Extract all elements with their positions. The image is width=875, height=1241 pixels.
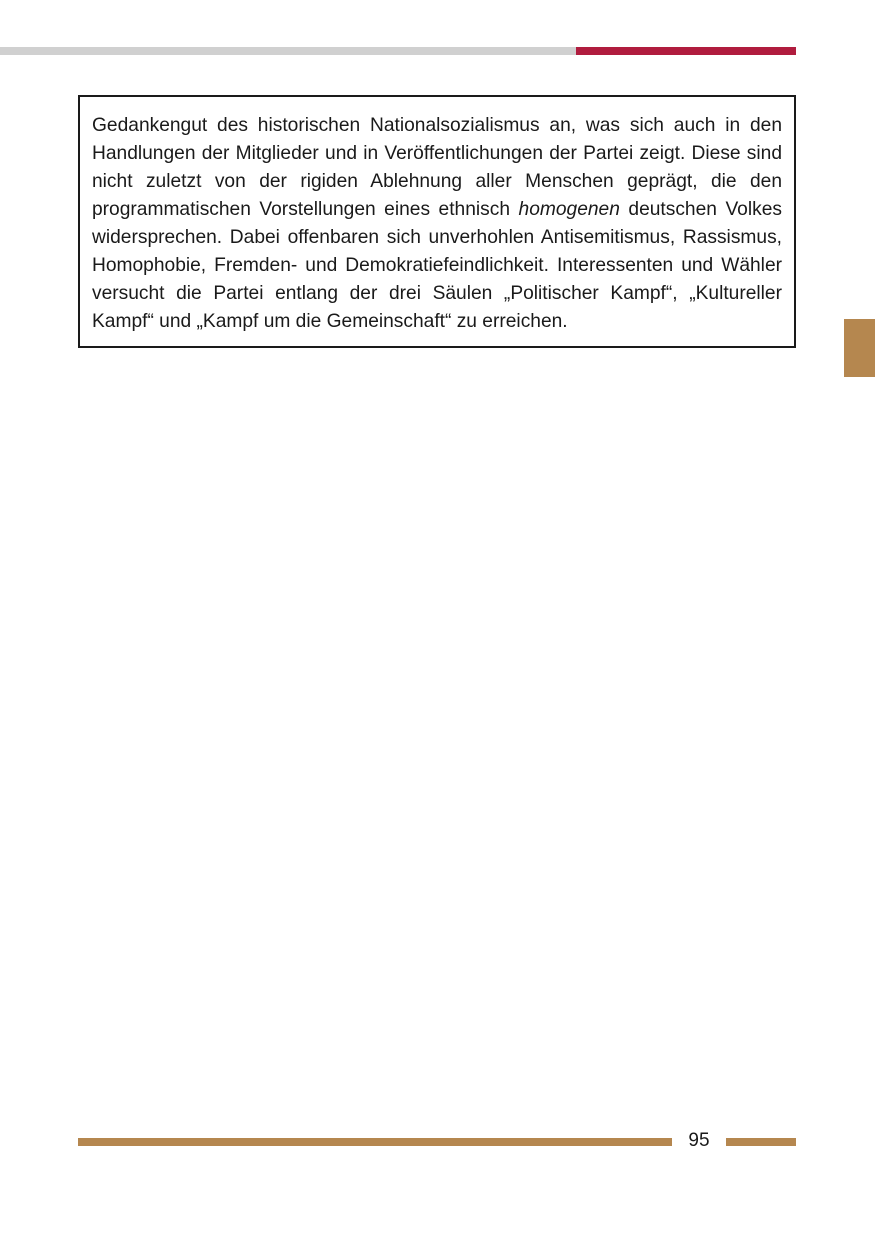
footer-rule-left [78, 1138, 672, 1146]
box-paragraph [92, 112, 782, 336]
top-rule-gray [0, 47, 576, 55]
bordered-text-box [78, 95, 796, 348]
paragraph-text-after-emphasis: deutschen Volkes widersprechen. Dabei offenbaren sich unverhohlen Antisemitismus, Rassismus, Homophobie, Fremden- und Demokratiefeindlichkeit. Interessenten und Wähler versucht die Partei entlang der drei Säulen „Politischer Kampf“, „Kultureller Kampf“ und „Kampf um die Gemeinschaft“ zu erreichen. [92, 199, 782, 332]
chapter-side-tab [844, 319, 875, 377]
page-number: 95 [688, 1130, 710, 1151]
footer-rule-right [726, 1138, 796, 1146]
paragraph-text-before-emphasis: Gedankengut des historischen Nationalsozialismus an, was sich auch in den Handlungen der Mitglieder und in Veröffentlichungen der Partei zeigt. Diese sind nicht zuletzt von der rigiden Ablehnung aller Menschen geprägt, die den programmatischen Vorstellungen eines ethnisch [92, 115, 782, 220]
emphasized-word: homogenen [518, 199, 620, 220]
top-rule-accent [576, 47, 796, 55]
